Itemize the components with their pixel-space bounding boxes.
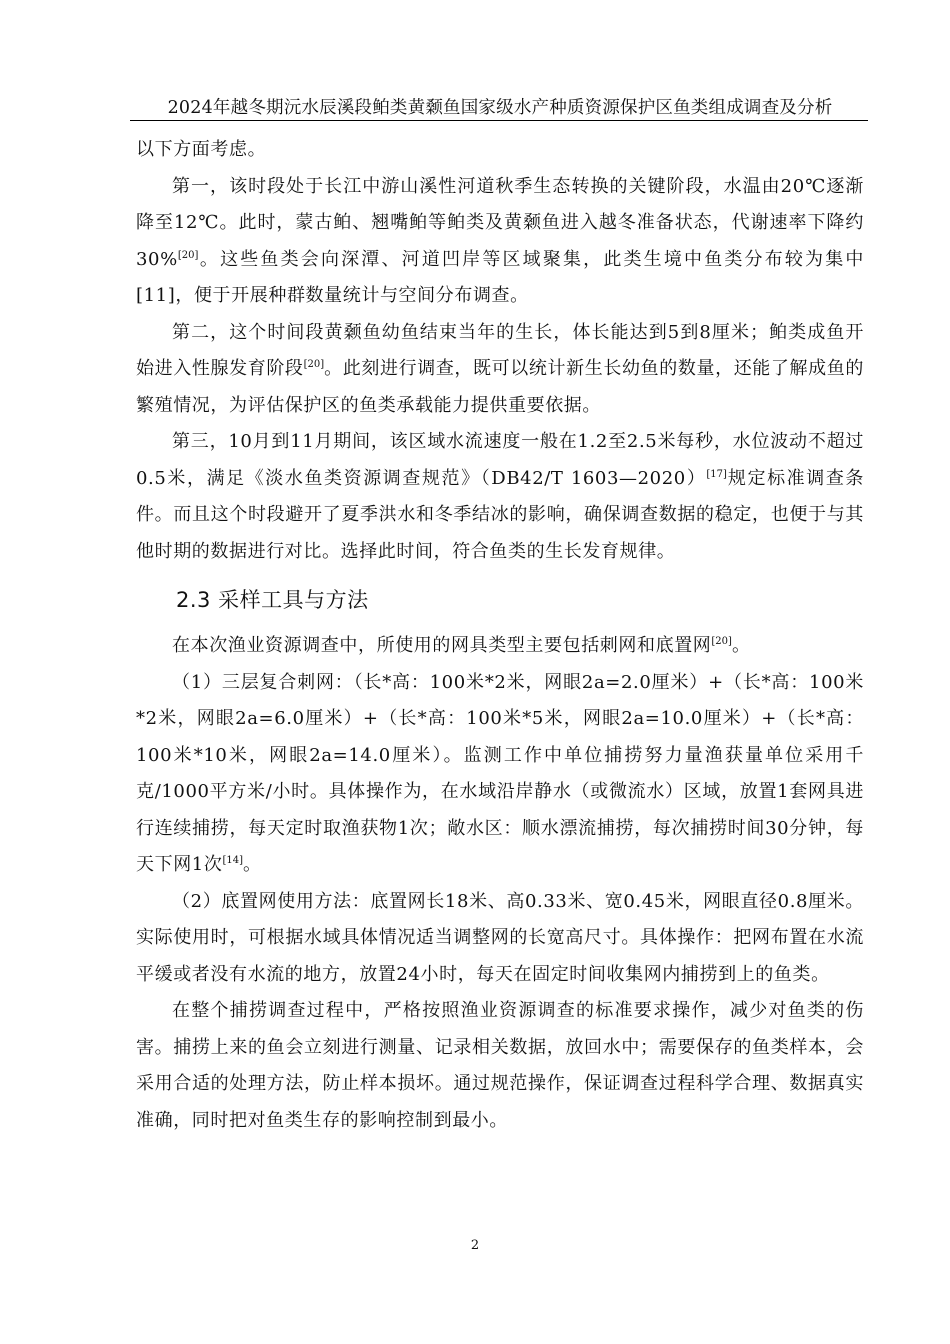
header-rule [130,120,868,121]
paragraph-continuation: 以下方面考虑。 [136,139,267,160]
paragraph-third-reason [136,424,864,570]
running-header: 2024年越冬期沅水辰溪段鲌类黄颡鱼国家级水产种质资源保护区鱼类组成调查及分析 [167,98,833,118]
paragraph-text: 。这些鱼类会向深潭、河道凹岸等区域聚集，此类生境中鱼类分布较为集中[11]，便于开展种群数量统计与空间分布调查。 [136,248,864,306]
citation: [17] [706,468,727,480]
paragraph-text: 。此刻进行调查，既可以统计新生长幼鱼的数量，还能了解成鱼的繁殖情况，为评估保护区的鱼类承载能力提供重要依据。 [136,358,864,416]
paragraph-gill-net [136,665,864,884]
page-body [136,132,864,1139]
paragraph-text: 规定标准调查条件。而且这个时段避开了夏季洪水和冬季结冰的影响，确保调查数据的稳定，也便于与其他时期的数据进行对比。选择此时间，符合鱼类的生长发育规律。 [136,467,865,562]
paragraph-first-reason [136,169,864,315]
paragraph-text: 第二，这个时间段黄颡鱼幼鱼结束当年的生长，体长能达到5到8厘米；鲌类成鱼开始进入性腺发育阶段 [136,321,864,379]
citation: [14] [222,855,243,866]
citation: [20] [303,359,325,370]
paragraph-text: 。 [731,635,751,656]
citation: [20] [177,249,199,261]
paragraph-net-types [136,628,864,665]
page-number: 2 [470,1238,480,1253]
paragraph-text: 在本次渔业资源调查中，所使用的网具类型主要包括刺网和底置网 [172,635,712,656]
section-heading: 2.3 采样工具与方法 [176,588,369,612]
paragraph-text: （1）三层复合刺网：（长*高：100米*2米，网眼2a=2.0厘米）+（长*高：100米*2米，网眼2a=6.0厘米）+（长*高：100米*5米，网眼2a=10.0厘米）+（长*高：100米*10米，网眼2a=14.0厘米）。监测工作中单位捕捞努力量渔获量单位采用千克/1000平方米/小时。具体操作为，在水域沿岸静水（或微流水）区域，放置1套网具进行连续捕捞，每天定时取渔获物1次；敞水区：顺水漂流捕捞，每次捕捞时间30分钟，每天下网1次 [136,671,864,875]
citation: [20] [711,636,732,647]
paragraph-procedure: 在整个捕捞调查过程中，严格按照渔业资源调查的标准要求操作，减少对鱼类的伤害。捕捞上来的鱼会立刻进行测量、记录相关数据，放回水中；需要保存的鱼类样本，会采用合适的处理方法，防止样本损坏。通过规范操作，保证调查过程科学合理、数据真实准确，同时把对鱼类生存的影响控制到最小。 [136,1000,864,1131]
paragraph-second-reason [136,315,864,425]
paragraph-bottom-net: （2）底置网使用方法：底置网长18米、高0.33米、宽0.45米，网眼直径0.8厘米。实际使用时，可根据水域具体情况适当调整网的长宽高尺寸。具体操作：把网布置在水流平缓或者没有水流的地方，放置24小时，每天在固定时间收集网内捕捞到上的鱼类。 [136,890,864,985]
paragraph-text: 第三，10月到11月期间，该区域水流速度一般在1.2至2.5米每秒，水位波动不超过0.5米，满足《淡水鱼类资源调查规范》（DB42/T 1603—2020） [136,431,864,489]
paragraph-text: 第一，该时段处于长江中游山溪性河道秋季生态转换的关键阶段，水温由20℃逐渐降至12℃。此时，蒙古鲌、翘嘴鲌等鲌类及黄颡鱼进入越冬准备状态，代谢速率下降约30% [136,175,864,270]
paragraph-text: 。 [242,854,262,875]
